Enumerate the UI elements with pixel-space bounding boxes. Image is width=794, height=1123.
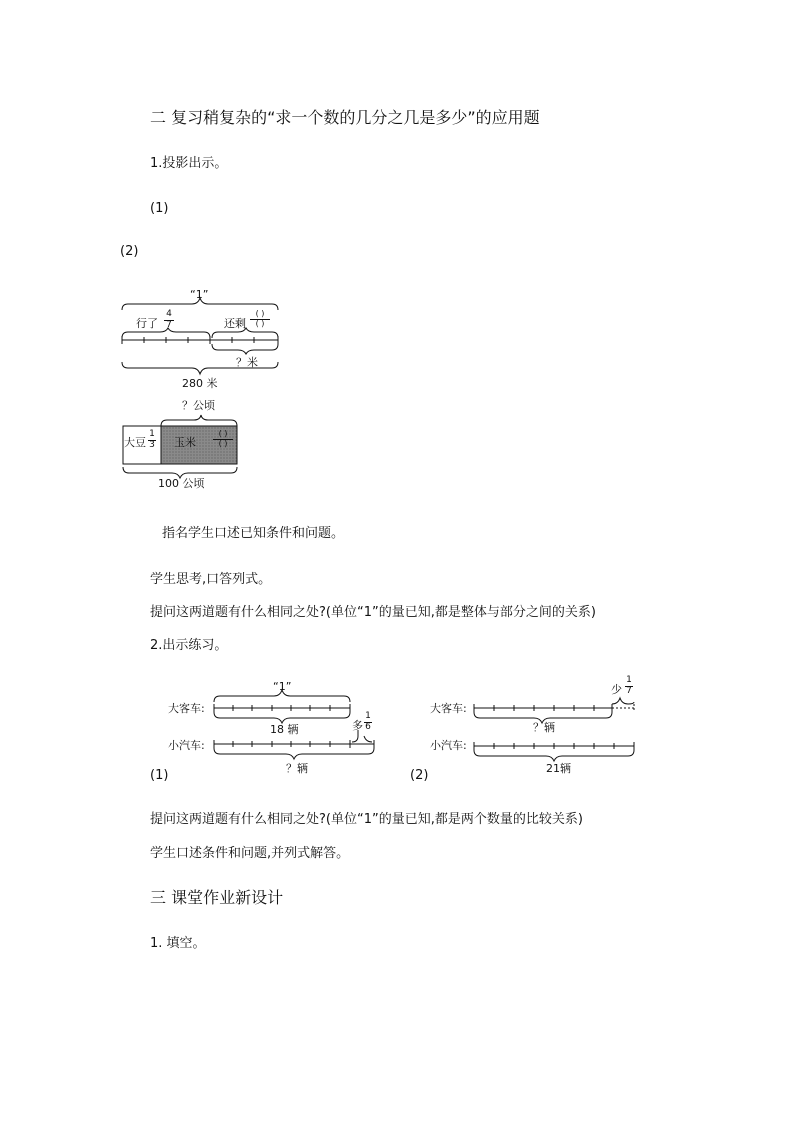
numerator: 1 — [365, 711, 371, 721]
fraction — [250, 310, 270, 328]
denominator: ( ) — [250, 319, 270, 328]
bus-label: 大客车: — [430, 702, 467, 715]
traveled-label: 行了 — [136, 317, 158, 330]
bus-label: 大客车: — [168, 702, 205, 715]
fraction — [164, 310, 174, 330]
car-label: 小汽车: — [430, 739, 467, 752]
whole-label: “1” — [273, 680, 292, 693]
question-label: ？公顷 — [182, 399, 215, 412]
denominator: 3 — [149, 440, 155, 450]
sub-label: (2) — [410, 768, 429, 783]
numerator: 1 — [149, 429, 155, 439]
bus-value: 18 辆 — [270, 723, 299, 736]
car-value: ？辆 — [286, 762, 308, 775]
numerator: 4 — [166, 309, 172, 319]
sub-label: (1) — [150, 768, 169, 783]
soybean-label: 大豆 — [124, 436, 146, 449]
section-heading: 二 复习稍复杂的“求一个数的几分之几是多少”的应用题 — [150, 108, 540, 127]
item-label: 1. 填空。 — [150, 936, 206, 951]
item-label: 2.出示练习。 — [150, 638, 228, 653]
bus-value: ？辆 — [533, 721, 555, 734]
sub-label: (2) — [120, 244, 139, 259]
fraction — [148, 430, 156, 450]
total-label: 280 米 — [182, 377, 218, 390]
paragraph: 指名学生口述已知条件和问题。 — [162, 526, 345, 541]
remaining-label: 还剩 — [224, 317, 246, 330]
numerator: ( ) — [255, 309, 265, 318]
paragraph: 提问这两道题有什么相同之处?(单位“1”的量已知,都是整体与部分之间的关系) — [150, 605, 596, 620]
denominator: ( ) — [213, 439, 233, 448]
corn-label: 玉米 — [174, 436, 196, 449]
car-value: 21辆 — [546, 762, 571, 775]
more-label: 多 — [352, 719, 363, 732]
fraction — [625, 676, 633, 696]
car-label: 小汽车: — [168, 739, 205, 752]
fraction — [364, 712, 372, 732]
item-label: 1.投影出示。 — [150, 156, 228, 171]
section-heading: 三 课堂作业新设计 — [150, 888, 284, 907]
denominator: 7 — [164, 320, 174, 330]
whole-label: “1” — [190, 288, 209, 301]
denominator: 6 — [365, 722, 371, 732]
denominator: 7 — [626, 686, 632, 696]
paragraph: 学生口述条件和问题,并列式解答。 — [150, 846, 350, 861]
fraction — [213, 430, 233, 448]
sub-label: (1) — [150, 201, 169, 216]
total-label: 100 公顷 — [158, 477, 205, 490]
numerator: ( ) — [218, 429, 228, 438]
paragraph: 学生思考,口答列式。 — [150, 572, 272, 587]
question-label: ？米 — [236, 356, 258, 369]
paragraph: 提问这两道题有什么相同之处?(单位“1”的量已知,都是两个数量的比较关系) — [150, 812, 583, 827]
less-label: 少 — [611, 683, 622, 696]
numerator: 1 — [626, 675, 632, 685]
